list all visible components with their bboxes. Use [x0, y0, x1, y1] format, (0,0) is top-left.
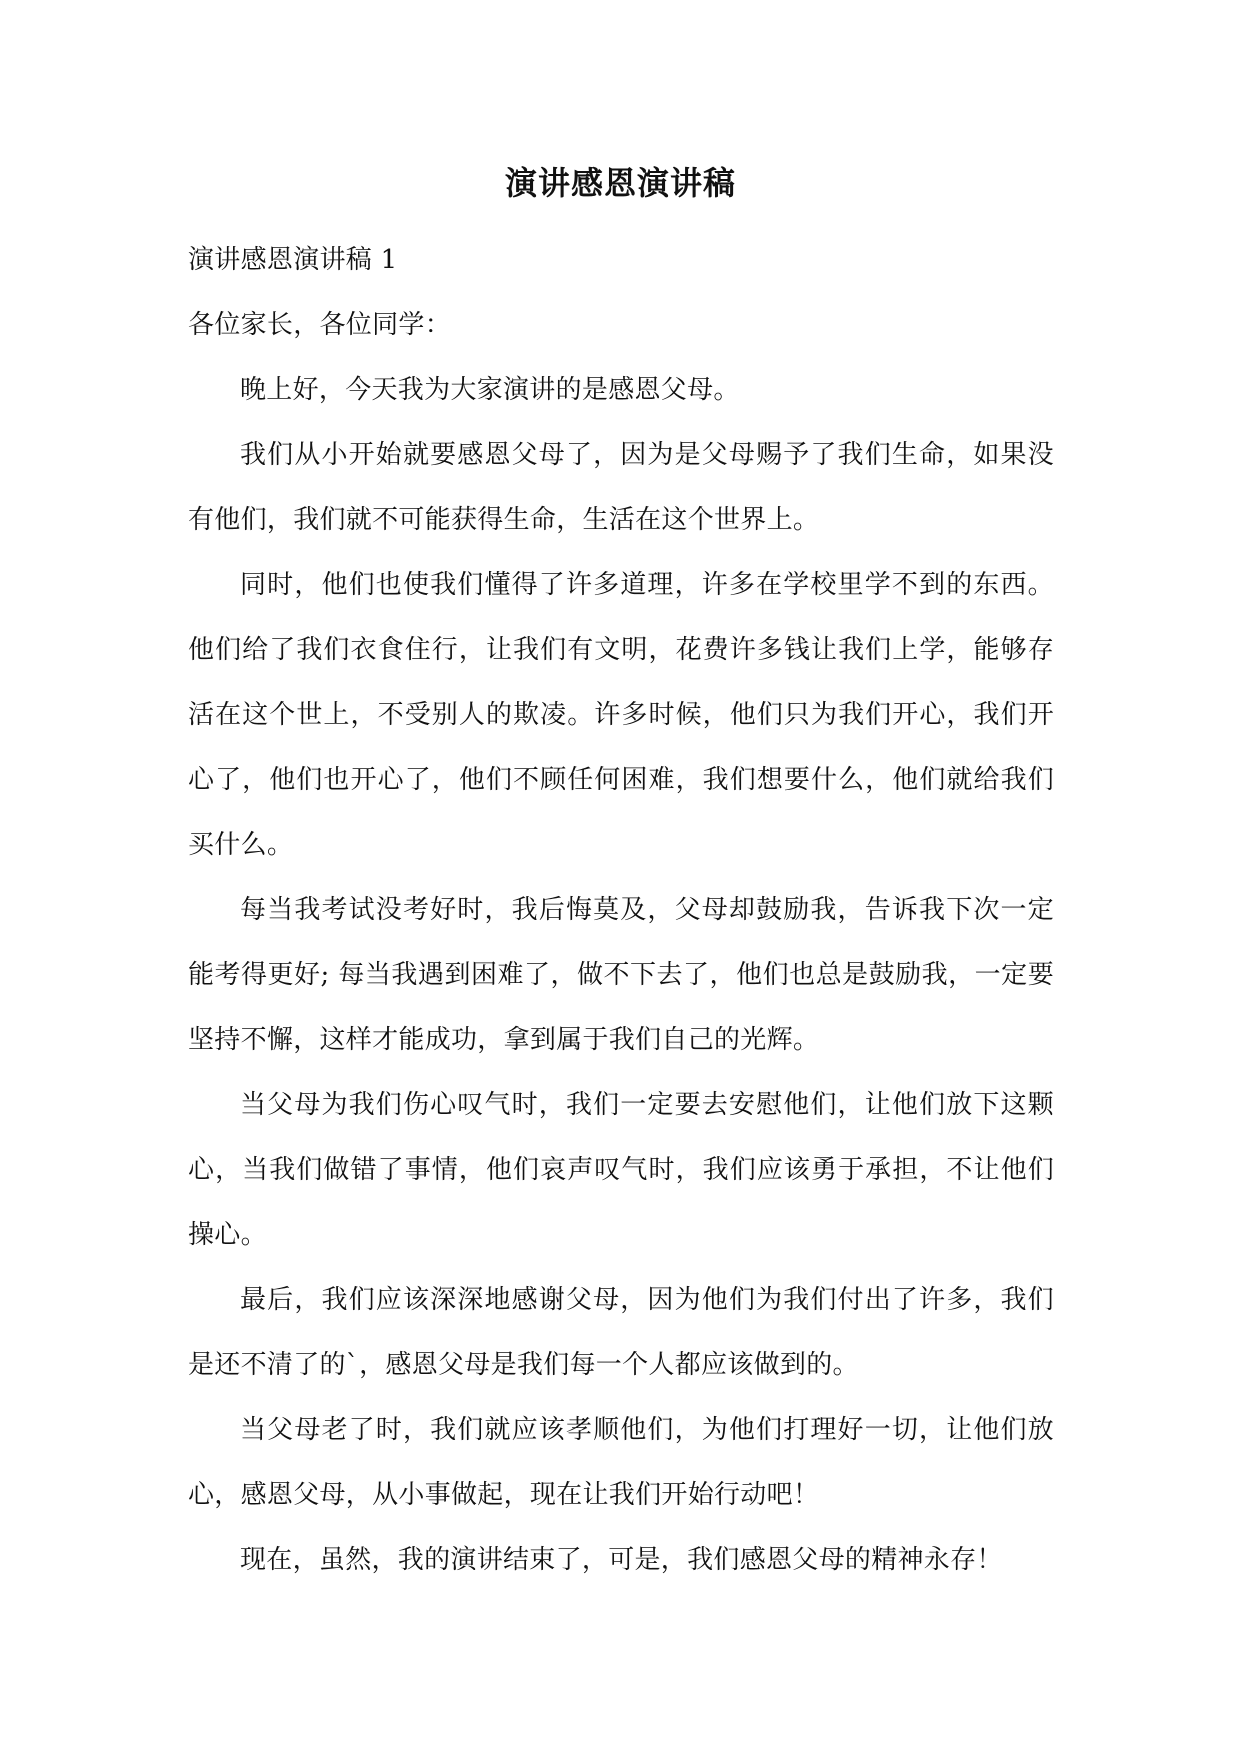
paragraph: 最后，我们应该深深地感谢父母，因为他们为我们付出了许多，我们是还不清了的`，感恩父母是我们每一个人都应该做到的。	[188, 1285, 1054, 1380]
paragraph: 当父母为我们伤心叹气时，我们一定要去安慰他们，让他们放下这颗心，当我们做错了事情，他们哀声叹气时，我们应该勇于承担，不让他们操心。	[188, 1090, 1054, 1250]
section-heading: 演讲感恩演讲稿 1	[188, 245, 398, 275]
paragraph: 当父母老了时，我们就应该孝顺他们，为他们打理好一切，让他们放心，感恩父母，从小事做起，现在让我们开始行动吧！	[188, 1415, 1054, 1510]
paragraph: 我们从小开始就要感恩父母了，因为是父母赐予了我们生命，如果没有他们，我们就不可能获得生命，生活在这个世界上。	[188, 440, 1054, 535]
document-title: 演讲感恩演讲稿	[504, 164, 736, 202]
document-body	[188, 228, 1054, 1593]
salutation: 各位家长，各位同学：	[188, 310, 452, 340]
paragraph: 晚上好，今天我为大家演讲的是感恩父母。	[240, 375, 740, 405]
paragraph: 同时，他们也使我们懂得了许多道理，许多在学校里学不到的东西。他们给了我们衣食住行，让我们有文明，花费许多钱让我们上学，能够存活在这个世上，不受别人的欺凌。许多时候，他们只为我们开心，我们开心了，他们也开心了，他们不顾任何困难，我们想要什么，他们就给我们买什么。	[188, 570, 1054, 860]
paragraph: 每当我考试没考好时，我后悔莫及，父母却鼓励我，告诉我下次一定能考得更好; 每当我遇到困难了，做不下去了，他们也总是鼓励我，一定要坚持不懈，这样才能成功，拿到属于我们自己的光辉。	[188, 895, 1054, 1055]
paragraph: 现在，虽然，我的演讲结束了，可是，我们感恩父母的精神永存！	[240, 1545, 1003, 1575]
